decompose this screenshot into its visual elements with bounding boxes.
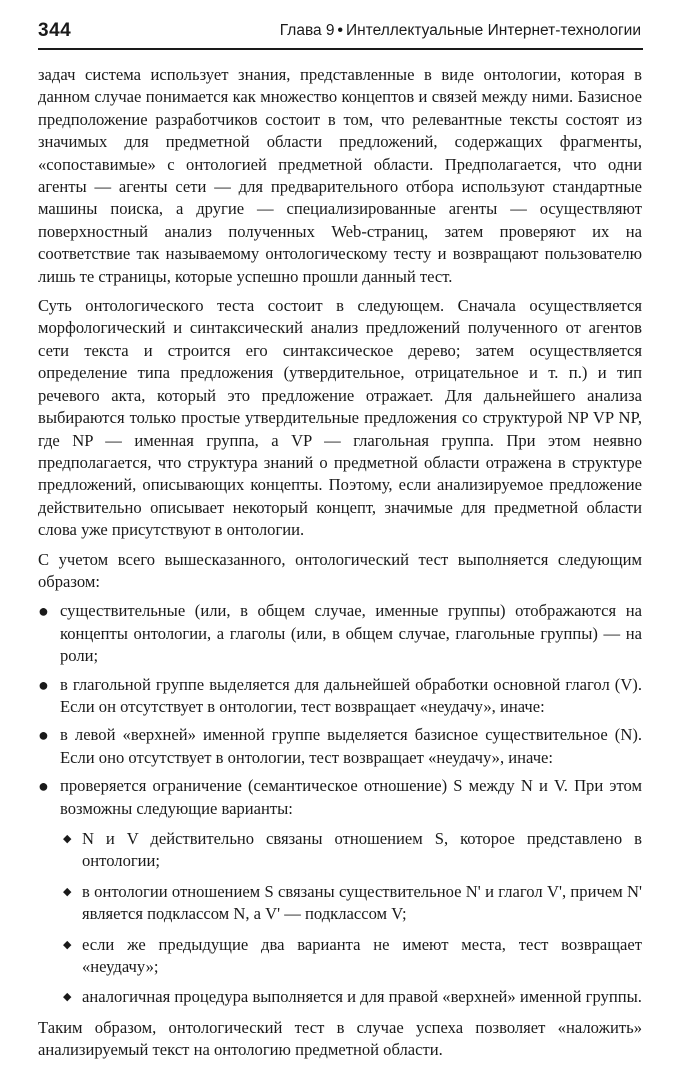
paragraph-4: Таким образом, онтологический тест в случае успеха позволяет «наложить» анализируемый текст на онтологию предметной области. bbox=[38, 1017, 642, 1060]
sub-list-item-text: если же предыдущие два варианта не имеют места, тест возвращает «неудачу»; bbox=[82, 934, 642, 977]
bullet-marker: ● bbox=[38, 674, 49, 695]
list-item-text: проверяется ограничение (семантическое отношение) S между N и V. При этом возможны следующие варианты: bbox=[60, 776, 642, 818]
list-item bbox=[38, 674, 642, 719]
sub-list-item bbox=[60, 828, 642, 873]
body-text bbox=[38, 64, 642, 1069]
page-number: 344 bbox=[38, 20, 72, 41]
list-item bbox=[38, 600, 642, 667]
paragraph-1: задач система использует знания, представленные в виде онтологии, которая в данном случае понимается как множество концептов и связей между ними. Базисное предположение разработчиков состоит в том, что релевантные тексты состоят из значимых для предметной области предложений, содержащих фрагменты, «сопоставимые» с онтологией предметной области. Предполагается, что одни агенты — агенты сети — для предварительного отбора используют стандартные машины поиска, а другие — специализированные агенты — осуществляют поверхностный анализ полученных Web-страниц, затем проверяют их на соответствие так называемому онтологическому тесту и возвращают пользователю лишь те страницы, которые успешно прошли данный тест. bbox=[38, 65, 642, 286]
bullet-marker: ● bbox=[38, 725, 49, 746]
page-header bbox=[38, 18, 643, 50]
bullet-marker: ● bbox=[38, 601, 49, 622]
list-item bbox=[38, 724, 642, 769]
separator-dot: • bbox=[337, 22, 343, 39]
bullet-marker: ● bbox=[38, 776, 49, 797]
chapter-title: Интеллектуальные Интернет-технологии bbox=[345, 22, 641, 39]
chapter-label: Глава 9 bbox=[279, 22, 335, 39]
list-item-text: в левой «верхней» именной группе выделяется базисное существительное (N). Если оно отсутствует в онтологии, тест возвращает «неудачу», иначе: bbox=[60, 725, 642, 767]
paragraph-3: С учетом всего вышесказанного, онтологический тест выполняется следующим образом: bbox=[38, 549, 642, 591]
sub-bullet-list bbox=[60, 828, 642, 1009]
sub-list-item bbox=[60, 986, 642, 1008]
diamond-bullet-marker: ◆ bbox=[63, 991, 72, 1004]
sub-list-item-text: в онтологии отношением S связаны существительное N' и глагол V', причем N' является подклассом N, а V' — подклассом V; bbox=[82, 881, 642, 924]
diamond-bullet-marker: ◆ bbox=[63, 938, 72, 951]
running-head bbox=[280, 22, 641, 40]
list-item-text: в глагольной группе выделяется для дальнейшей обработки основной глагол (V). Если он отсутствует в онтологии, тест возвращает «неудачу», иначе: bbox=[60, 674, 642, 716]
list-item bbox=[38, 775, 642, 1009]
paragraph-2: Суть онтологического теста состоит в следующем. Сначала осуществляется морфологический и синтаксический анализ предложений полученного от агентов сети текста и строится его синтаксическое дерево; затем осуществляется определение типа предложения (утвердительное, отрицательное и т. п.) и тип речевого акта, который это предложение отражает. Для дальнейшего анализа выбираются только простые утвердительные предложения со структурой NP VP NP, где NP — именная группа, а VP — глагольная группа. При этом неявно предполагается, что структура знаний о предметной области отражена в структуре предложений, описывающих концепты. Поэтому, если анализируемое предложение действительно описывает некоторый концепт, значимые для предметной области слова уже присутствуют в онтологии. bbox=[38, 296, 642, 540]
sub-list-item-text: N и V действительно связаны отношением S, которое представлено в онтологии; bbox=[82, 829, 642, 871]
diamond-bullet-marker: ◆ bbox=[63, 833, 72, 845]
diamond-bullet-marker: ◆ bbox=[63, 885, 72, 898]
bullet-list bbox=[38, 600, 642, 1009]
sub-list-item bbox=[60, 934, 642, 979]
sub-list-item bbox=[60, 881, 642, 926]
sub-list-item-text: аналогичная процедура выполняется и для правой «верхней» именной группы. bbox=[82, 987, 642, 1007]
list-item-text: существительные (или, в общем случае, именные группы) отображаются на концепты онтологии, а глаголы (или, в общем случае, глагольные группы) — на роли; bbox=[60, 601, 642, 666]
